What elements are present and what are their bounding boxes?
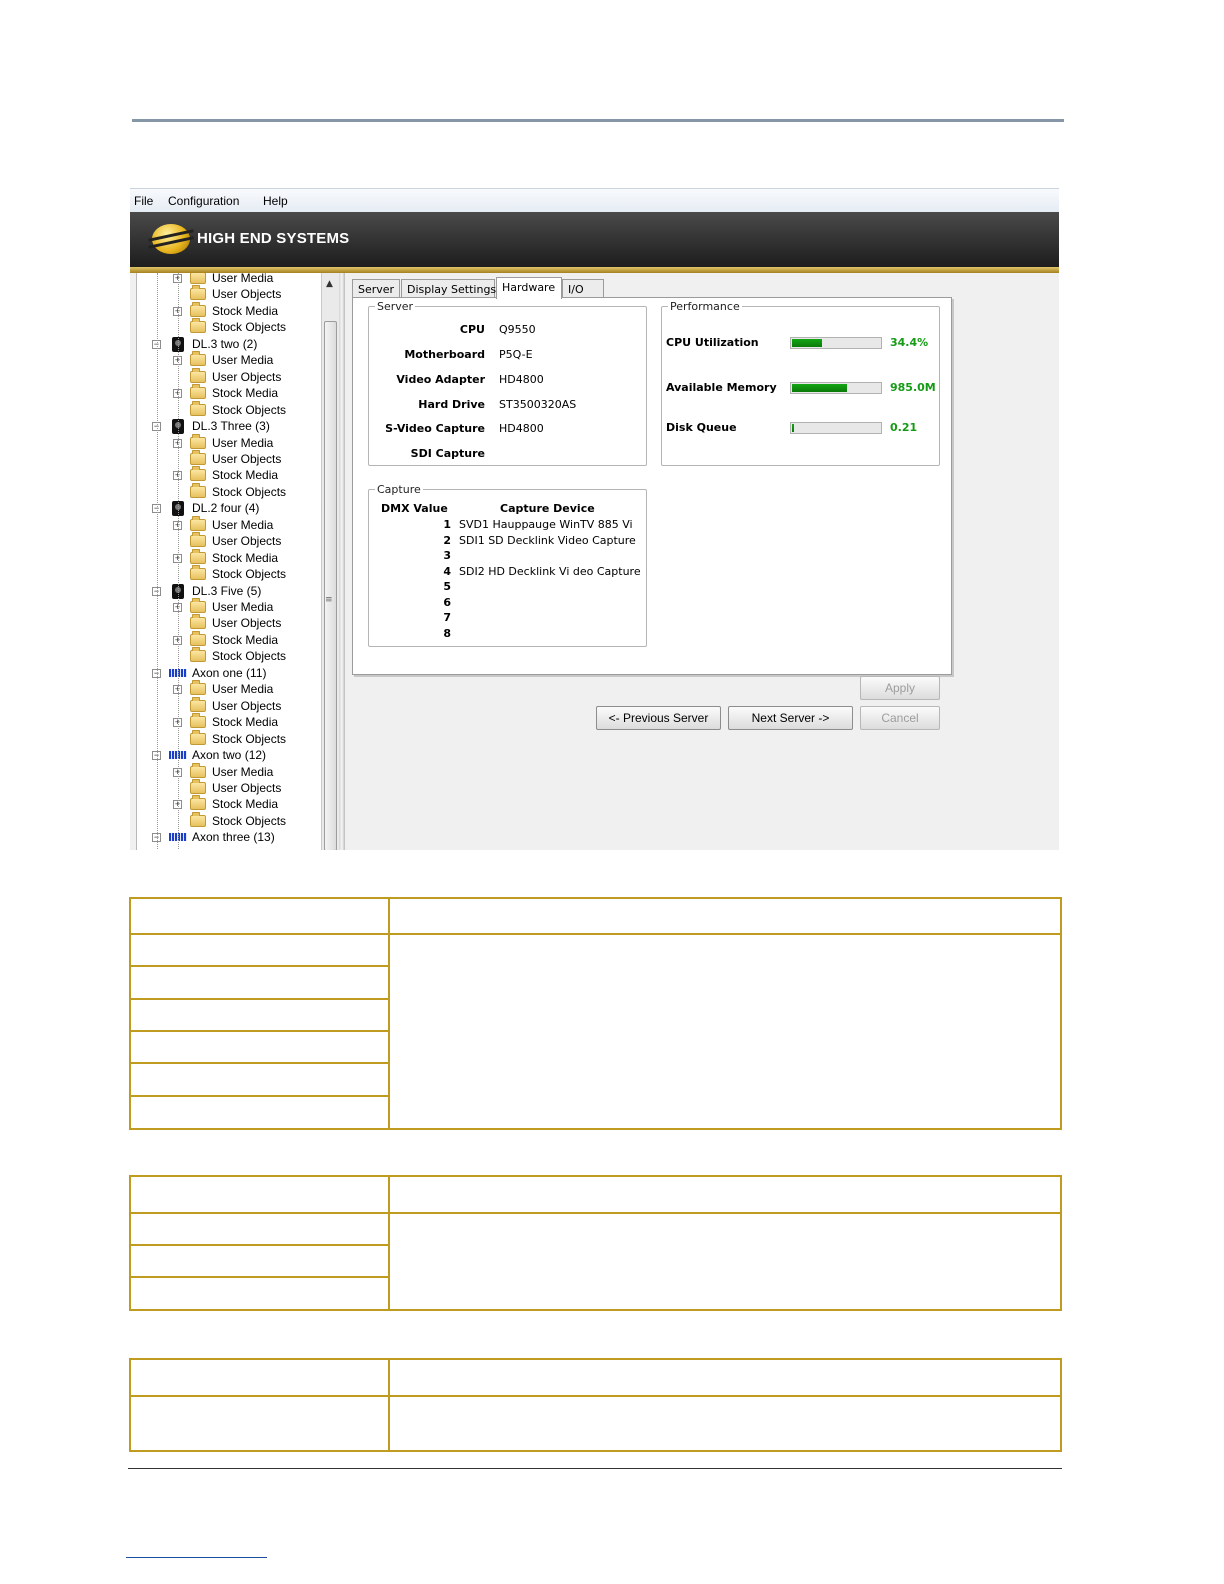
expand-icon[interactable]: +	[174, 355, 181, 366]
motherboard-value: P5Q-E	[499, 348, 533, 361]
tree-folder-node[interactable]	[137, 468, 323, 484]
tree-folder-node[interactable]	[137, 386, 323, 402]
table-cell	[130, 1277, 389, 1310]
disk-queue-label: Disk Queue	[666, 421, 737, 434]
tree-folder-node[interactable]	[137, 633, 323, 649]
available-memory-value: 985.0M	[890, 381, 936, 394]
tree-folder-node[interactable]	[137, 436, 323, 452]
sdi-capture-label: SDI Capture	[410, 447, 485, 460]
tree-node-label: Axon three (13)	[192, 830, 275, 845]
tree-node-label: DL.3 Three (3)	[192, 419, 270, 434]
tree-folder-node[interactable]	[137, 287, 323, 303]
scroll-up-icon[interactable]: ▲	[326, 279, 333, 289]
tree-node-label: DL.3 two (2)	[192, 336, 258, 351]
tree-server-node[interactable]	[137, 419, 323, 435]
tree-folder-node[interactable]	[137, 765, 323, 781]
dmx-value-cell: 7	[443, 611, 451, 624]
folder-icon	[190, 273, 206, 284]
performance-group-legend: Performance	[670, 300, 740, 313]
menu-bar	[130, 189, 1059, 212]
tree-node-label: Stock Objects	[212, 320, 287, 335]
folder-icon	[190, 601, 206, 613]
tree-node-label: Axon one (11)	[192, 665, 267, 680]
expand-icon[interactable]: +	[174, 799, 181, 810]
tree-folder-node[interactable]	[137, 567, 323, 583]
brand-banner	[130, 212, 1059, 267]
performance-bar-fill	[792, 424, 794, 432]
tab-display-settings[interactable]: Display Settings	[401, 279, 495, 299]
tree-folder-node[interactable]	[137, 485, 323, 501]
tree-node-label: User Media	[212, 273, 274, 285]
tree-node-label: DL.2 four (4)	[192, 501, 260, 516]
tree-node-label: Stock Media	[212, 468, 279, 483]
apply-button[interactable]: Apply	[860, 676, 940, 700]
table-cell	[130, 966, 389, 999]
tree-folder-node[interactable]	[137, 732, 323, 748]
folder-icon	[190, 716, 206, 728]
expand-icon[interactable]: +	[174, 470, 181, 481]
capture-device-cell: SVD1 Hauppauge WinTV 885 Vi	[459, 518, 633, 531]
next-server-button[interactable]: Next Server ->	[728, 706, 853, 730]
tree-node-label: Stock Objects	[212, 484, 287, 499]
tree-folder-node[interactable]	[137, 273, 323, 287]
header-rule	[132, 119, 1064, 122]
table-cell	[130, 999, 389, 1031]
tree-server-node[interactable]	[137, 748, 323, 764]
hard-drive-label: Hard Drive	[418, 398, 485, 411]
tree-folder-node[interactable]	[137, 518, 323, 534]
table-cell	[389, 1359, 1061, 1396]
tree-folder-node[interactable]	[137, 370, 323, 386]
folder-icon	[190, 404, 206, 416]
cancel-button[interactable]: Cancel	[860, 706, 940, 730]
performance-bar-fill	[792, 339, 822, 347]
footer-link-underline	[126, 1557, 267, 1558]
tree-node-label: User Media	[212, 764, 274, 779]
tree-folder-node[interactable]	[137, 797, 323, 813]
folder-icon	[190, 354, 206, 366]
performance-group	[661, 300, 940, 466]
table-cell	[130, 1359, 389, 1396]
tree-folder-node[interactable]	[137, 353, 323, 369]
folder-icon	[190, 305, 206, 317]
folder-icon	[190, 700, 206, 712]
scroll-thumb[interactable]	[324, 321, 337, 850]
tree-server-node[interactable]	[137, 830, 323, 846]
table-cell	[130, 934, 389, 966]
description-table-2	[129, 1175, 1062, 1311]
table-cell	[389, 934, 1061, 1129]
available-memory-bar	[790, 382, 882, 394]
expand-icon[interactable]: +	[174, 634, 181, 645]
tree-node-label: Stock Objects	[212, 649, 287, 664]
expand-icon[interactable]: +	[174, 766, 181, 777]
dmx-value-cell: 8	[443, 627, 451, 640]
tree-node-label: DL.3 Five (5)	[192, 583, 262, 598]
dmx-value-cell: 5	[443, 580, 451, 593]
server-group-legend: Server	[377, 300, 414, 313]
dmx-value-cell: 3	[443, 549, 451, 562]
capture-device-header: Capture Device	[500, 502, 595, 515]
folder-icon	[190, 634, 206, 646]
collapse-icon[interactable]: −	[153, 421, 160, 432]
collapse-icon[interactable]: −	[153, 750, 160, 761]
tree-node-label: Axon two (12)	[192, 748, 267, 763]
expand-icon[interactable]: +	[174, 273, 181, 283]
logo-text: HIGH END SYSTEMS	[197, 230, 350, 247]
expand-icon[interactable]: +	[174, 602, 181, 612]
tree-folder-node[interactable]	[137, 649, 323, 665]
folder-icon	[190, 683, 206, 695]
tab-hardware[interactable]: Hardware	[496, 277, 562, 299]
available-memory-label: Available Memory	[666, 381, 777, 394]
table-cell	[389, 898, 1061, 934]
disk-queue-bar	[790, 422, 882, 434]
folder-icon	[190, 815, 206, 827]
folder-icon	[190, 766, 206, 778]
collapse-icon[interactable]: −	[153, 667, 160, 678]
tree-node-label: Stock Media	[212, 550, 279, 565]
expand-icon[interactable]: +	[174, 388, 181, 399]
tree-node-label: User Media	[212, 682, 274, 697]
tree-node-label: Stock Media	[212, 715, 279, 730]
tab-server[interactable]: Server	[352, 279, 400, 299]
folder-icon	[190, 650, 206, 662]
table-cell	[130, 1213, 389, 1245]
video-adapter-value: HD4800	[499, 373, 544, 386]
dmx-value-cell: 4	[443, 565, 451, 578]
tree-node-label: Stock Media	[212, 386, 279, 401]
dmx-value-cell: 2	[443, 534, 451, 547]
folder-icon	[190, 519, 206, 531]
collapse-icon[interactable]: −	[153, 832, 160, 843]
cpu-utilization-bar	[790, 337, 882, 349]
table-cell	[130, 898, 389, 934]
folder-icon	[190, 782, 206, 794]
tree-connector-line	[157, 273, 158, 849]
cpu-value: Q9550	[499, 323, 536, 336]
folder-icon	[190, 535, 206, 547]
folder-icon	[190, 387, 206, 399]
tree-node-label: Stock Objects	[212, 813, 287, 828]
tree-folder-node[interactable]	[137, 682, 323, 698]
tree-server-node[interactable]	[137, 666, 323, 682]
expand-icon[interactable]: +	[174, 717, 181, 728]
tree-node-label: User Objects	[212, 616, 282, 631]
tab-io[interactable]: I/O	[562, 279, 604, 299]
tree-node-label: User Objects	[212, 451, 282, 466]
folder-icon	[190, 617, 206, 629]
disk-queue-value: 0.21	[890, 421, 918, 434]
capture-device-cell: SDI1 SD Decklink Video Capture	[459, 534, 636, 547]
tree-node-label: User Objects	[212, 534, 282, 549]
folder-icon	[190, 568, 206, 580]
folder-icon	[190, 733, 206, 745]
cpu-utilization-value: 34.4%	[890, 336, 929, 349]
table-cell	[130, 1245, 389, 1277]
performance-bar-fill	[792, 384, 847, 392]
hardware-screenshot	[130, 188, 1059, 850]
dmx-value-header: DMX Value	[381, 502, 448, 515]
menu-file[interactable]: File	[134, 194, 154, 208]
motherboard-label: Motherboard	[404, 348, 485, 361]
tree-folder-node[interactable]	[137, 551, 323, 567]
tree-folder-node[interactable]	[137, 781, 323, 797]
table-cell	[130, 1096, 389, 1129]
description-table-3	[129, 1358, 1062, 1452]
table-cell	[130, 1396, 389, 1451]
tree-node-label: User Objects	[212, 369, 282, 384]
tree-connector-line	[178, 273, 179, 849]
tree-folder-node[interactable]	[137, 814, 323, 830]
tree-server-node[interactable]	[137, 337, 323, 353]
description-table-1	[129, 897, 1062, 1130]
tree-node-label: User Media	[212, 353, 274, 368]
tree-node-label: Stock Objects	[212, 731, 287, 746]
collapse-icon[interactable]: −	[153, 503, 160, 514]
tree-folder-node[interactable]	[137, 304, 323, 320]
expand-icon[interactable]: +	[174, 684, 181, 695]
hard-drive-value: ST3500320AS	[499, 398, 577, 411]
cpu-label: CPU	[459, 323, 485, 336]
tree-node-label: User Media	[212, 517, 274, 532]
video-adapter-label: Video Adapter	[396, 373, 485, 386]
tree-node-label: Stock Media	[212, 797, 279, 812]
collapse-icon[interactable]: −	[153, 585, 160, 596]
tree-server-node[interactable]	[137, 501, 323, 517]
folder-icon	[190, 371, 206, 383]
tree-folder-node[interactable]	[137, 616, 323, 632]
folder-icon	[190, 798, 206, 810]
logo-globe-icon	[152, 224, 190, 254]
tree-folder-node[interactable]	[137, 715, 323, 731]
previous-server-button[interactable]: <- Previous Server	[596, 706, 721, 730]
tree-node-label: User Objects	[212, 287, 282, 302]
folder-icon	[190, 453, 206, 465]
dmx-value-cell: 6	[443, 596, 451, 609]
menu-configuration[interactable]: Configuration	[168, 194, 240, 208]
expand-icon[interactable]: +	[174, 519, 181, 530]
hardware-tab-panel	[352, 297, 952, 675]
folder-icon	[190, 321, 206, 333]
folder-icon	[190, 288, 206, 300]
capture-group	[368, 483, 647, 647]
tree-node-label: User Objects	[212, 698, 282, 713]
table-cell	[130, 1063, 389, 1096]
capture-device-cell: SDI2 HD Decklink Vi deo Capture	[459, 565, 641, 578]
tree-node-label: User Media	[212, 600, 274, 614]
tree-folder-node[interactable]	[137, 699, 323, 715]
tree-folder-node[interactable]	[137, 403, 323, 419]
expand-icon[interactable]: +	[174, 552, 181, 563]
tree-node-label: Stock Media	[212, 303, 279, 318]
server-tree	[136, 273, 324, 850]
server-info-group	[368, 300, 647, 466]
tree-node-label: Stock Media	[212, 632, 279, 647]
tree-scrollbar[interactable]	[321, 273, 339, 850]
table-cell	[389, 1176, 1061, 1213]
tree-node-label: User Objects	[212, 780, 282, 795]
dmx-value-cell: 1	[443, 518, 451, 531]
table-cell	[389, 1396, 1061, 1451]
tree-node-label: User Media	[212, 435, 274, 450]
cpu-utilization-label: CPU Utilization	[666, 336, 759, 349]
capture-group-legend: Capture	[377, 483, 421, 496]
footer-rule	[128, 1468, 1062, 1469]
menu-help[interactable]: Help	[263, 194, 288, 208]
tree-node-label: Stock Objects	[212, 402, 287, 417]
tree-folder-node[interactable]	[137, 534, 323, 550]
table-cell	[130, 1031, 389, 1063]
svideo-capture-value: HD4800	[499, 422, 544, 435]
collapse-icon[interactable]: −	[153, 338, 160, 349]
folder-icon	[190, 469, 206, 481]
svideo-capture-label: S-Video Capture	[385, 422, 485, 435]
tree-folder-node[interactable]	[137, 600, 323, 616]
folder-icon	[190, 437, 206, 449]
folder-icon	[190, 552, 206, 564]
expand-icon[interactable]: +	[174, 437, 181, 448]
tree-folder-node[interactable]	[137, 320, 323, 336]
tree-node-label: Stock Objects	[212, 567, 287, 582]
table-cell	[389, 1213, 1061, 1310]
table-cell	[130, 1176, 389, 1213]
folder-icon	[190, 486, 206, 498]
tree-folder-node[interactable]	[137, 452, 323, 468]
scroll-grip-icon: ≡	[325, 595, 333, 605]
expand-icon[interactable]: +	[174, 305, 181, 316]
tree-server-node[interactable]	[137, 584, 323, 600]
